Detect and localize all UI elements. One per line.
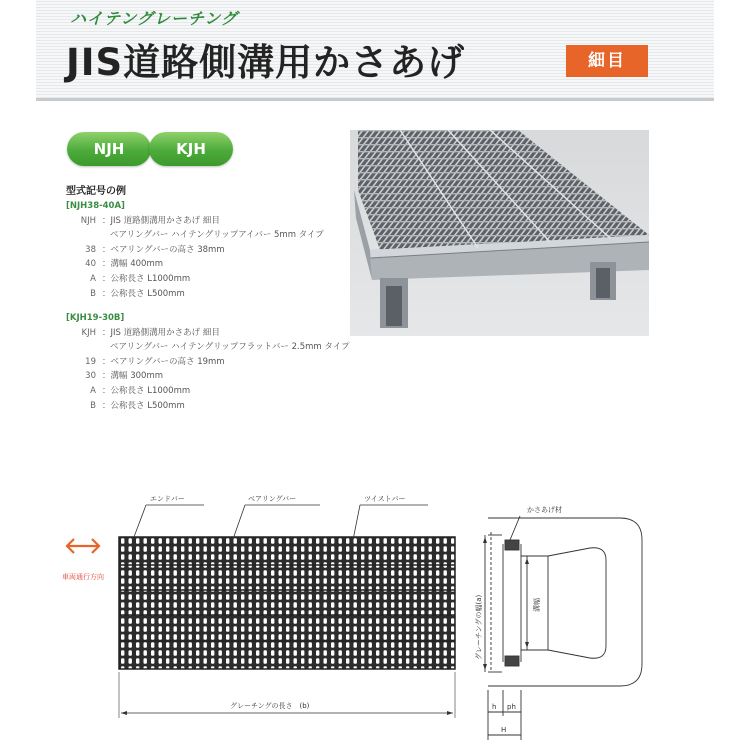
spec-code: [KJH19-30B] [66,313,125,323]
dim-H-label: H [501,726,507,734]
spec-row: 40 ： 溝幅 400mm [85,259,164,270]
bearing-bar-label: ベアリングバー [248,495,297,503]
dim-h-label: h [492,703,497,711]
product-photo [350,130,649,336]
twist-bar-label: ツイストバー [364,495,406,503]
grating-width-label: グレーチングの幅(a) [475,594,483,660]
fine-mesh-badge: 細目 [566,45,648,77]
double-arrow-icon [64,535,102,557]
spec-row: 38 ： ベアリングバーの高さ 38mm [85,244,225,255]
grating-plan-view [119,537,455,669]
spec-row: NJH ： JIS 道路側溝用かさあげ 細目 [80,215,220,226]
traffic-direction-label: 車両通行方向 [62,573,104,581]
cross-section-view [485,516,642,740]
spec-row: 30 ： 溝幅 300mm [85,371,164,382]
raise-material-label: かさあげ材 [527,506,562,514]
model-pill-njh: NJH [67,132,151,166]
spec-code: [NJH38-40A] [66,201,125,211]
spec-row: ベアリングバー ハイテングリップアイバー 5mm タイプ [110,230,324,241]
header-divider [36,98,714,101]
grating-photo-illustration [350,130,649,336]
dim-ph-label: ph [507,703,516,711]
grating-length-label: グレーチングの長さ (b) [230,702,310,710]
spec-row: A ： 公称長さ L1000mm [90,273,191,284]
spec-row: 19 ： ベアリングバーの高さ 19mm [85,356,225,367]
product-subtitle: ハイテングレーチング [70,9,238,28]
spec-row: B ： 公称長さ L500mm [90,400,185,411]
spec-row: B ： 公称長さ L500mm [90,288,185,299]
page-title: JIS道路側溝用かさあげ [66,41,466,84]
end-bar-label: エンドバー [150,495,185,503]
model-pill-kjh: KJH [149,132,233,166]
spec-block-kjh [66,311,349,413]
model-code-heading: 型式記号の例 [66,186,126,197]
groove-width-label: 溝幅 [533,598,541,612]
spec-block-njh [66,199,324,301]
spec-row: ベアリングバー ハイテングリップフラットバー 2.5mm タイプ [110,342,350,353]
spec-row: KJH ： JIS 道路側溝用かさあげ 細目 [81,327,220,338]
spec-row: A ： 公称長さ L1000mm [90,385,191,396]
